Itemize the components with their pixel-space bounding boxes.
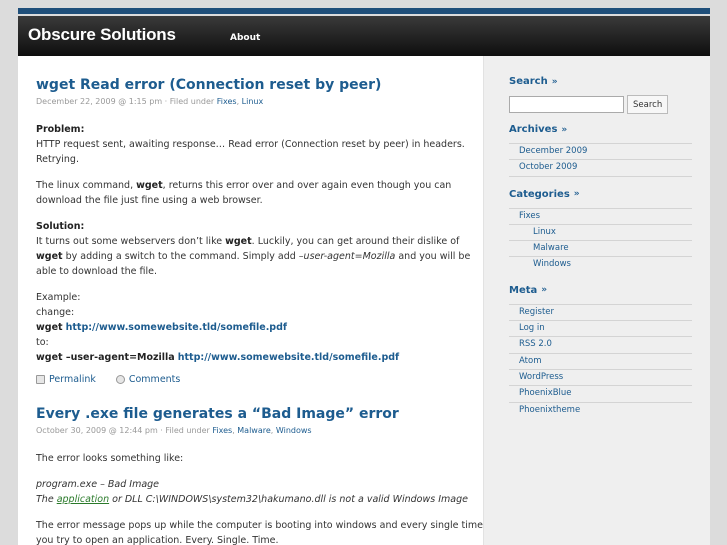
list-item <box>509 320 692 336</box>
text: or DLL C:\WINDOWS\system32\hakumano.dll is not a valid Windows Image <box>109 494 468 505</box>
text-bold: wget <box>136 180 163 191</box>
search-input[interactable] <box>509 96 624 113</box>
list-item <box>509 385 692 401</box>
post-title[interactable]: wget Read error (Connection reset by peer) <box>36 77 382 93</box>
list-item <box>509 305 692 320</box>
example-url-link[interactable]: http://www.somewebsite.tld/somefile.pdf <box>65 322 288 333</box>
category-link[interactable]: Fixes <box>519 210 541 221</box>
content-paragraph: The error looks something like: <box>36 453 184 464</box>
text-italic: –user-agent=Mozilla <box>298 251 396 262</box>
list-item <box>509 353 692 369</box>
list-item <box>509 159 692 176</box>
double-chevron-right-icon: » <box>573 189 580 200</box>
site-header <box>18 16 710 56</box>
text: by adding a switch to the command. Simply add <box>62 251 299 262</box>
solution-label: Solution: <box>36 221 85 232</box>
categories-list <box>509 208 692 273</box>
category-link-windows[interactable]: Windows <box>275 426 312 435</box>
double-chevron-right-icon: » <box>541 285 548 296</box>
search-button[interactable]: Search <box>627 95 668 114</box>
top-stripe <box>18 8 710 14</box>
permalink-link[interactable]: Permalink <box>49 374 96 385</box>
meta-link[interactable]: Atom <box>519 355 542 366</box>
post-content <box>36 122 483 365</box>
page-body <box>18 56 710 545</box>
to-label: to: <box>36 337 49 348</box>
comments-link[interactable]: Comments <box>128 374 181 385</box>
list-item <box>509 240 692 256</box>
meta-link[interactable]: RSS 2.0 <box>519 339 552 350</box>
search-widget-title <box>509 76 692 87</box>
content-paragraph: The error message pops up while the computer is booting into windows and every single time you try to open an application. Every. Single. Time. <box>36 520 483 545</box>
double-chevron-right-icon: » <box>551 76 558 87</box>
post-footer <box>36 374 483 385</box>
post-content <box>36 451 483 545</box>
archives-list <box>509 143 692 177</box>
text-bold: wget <box>225 236 252 247</box>
solution-paragraph <box>36 219 483 279</box>
list-item <box>509 369 692 385</box>
list-item <box>509 256 692 272</box>
post <box>36 405 483 545</box>
widget-title-text: Meta <box>509 284 538 296</box>
change-label: change: <box>36 307 75 318</box>
application-link[interactable]: application <box>56 494 110 505</box>
post-date: December 22, 2009 @ 1:15 pm · Filed under <box>36 97 215 106</box>
comments-icon <box>116 375 125 384</box>
text: It turns out some webservers don’t like <box>36 236 226 247</box>
command-bold: wget <box>36 322 63 333</box>
problem-paragraph <box>36 122 483 167</box>
post-meta: December 22, 2009 @ 1:15 pm · Filed under Fixes, Linux <box>36 97 264 106</box>
permalink-icon <box>36 375 45 384</box>
meta-list <box>509 304 692 418</box>
text: . Luckily, you can get around their dislike of <box>251 236 460 247</box>
meta-link[interactable]: WordPress <box>519 371 564 382</box>
post <box>36 76 483 385</box>
sidebar <box>483 56 710 545</box>
list-item <box>509 336 692 352</box>
error-title: program.exe – Bad Image <box>36 479 160 490</box>
list-item <box>509 402 692 418</box>
category-link-malware[interactable]: Malware <box>237 426 271 435</box>
text: and you will be able to download the file. <box>36 251 471 277</box>
widget-title-text: Categories <box>509 188 570 200</box>
post-date: October 30, 2009 @ 12:44 pm · Filed under <box>36 426 210 435</box>
main-content <box>18 56 483 545</box>
widget-title-text: Archives <box>509 124 558 135</box>
command-bold: wget –user-agent=Mozilla <box>36 352 175 363</box>
text-bold: wget <box>36 251 63 262</box>
text: , returns this error over and over again even though you can download the file just fine using a web browser. <box>36 180 452 206</box>
category-link[interactable]: Linux <box>533 226 556 237</box>
meta-link[interactable]: Register <box>519 306 554 317</box>
double-chevron-right-icon: » <box>561 124 568 135</box>
widget-title-text: Search <box>509 76 548 87</box>
category-link-linux[interactable]: Linux <box>241 97 264 106</box>
archive-link[interactable]: December 2009 <box>519 146 588 156</box>
error-quote <box>36 477 483 507</box>
category-link-fixes[interactable]: Fixes <box>216 97 237 106</box>
site-title[interactable]: Obscure Solutions <box>28 25 176 44</box>
list-item <box>509 209 692 224</box>
meta-link[interactable]: Log in <box>519 323 545 334</box>
problem-label: Problem: <box>36 124 85 135</box>
problem-text: HTTP request sent, awaiting response… Read error (Connection reset by peer) in headers. Retrying. <box>36 139 465 165</box>
example-url-link[interactable]: http://www.somewebsite.tld/somefile.pdf <box>177 352 400 363</box>
post-title[interactable]: Every .exe file generates a “Bad Image” error <box>36 406 399 422</box>
description-paragraph <box>36 178 483 208</box>
list-item <box>509 224 692 240</box>
meta-link[interactable]: Phoenixtheme <box>519 404 581 415</box>
list-item <box>509 144 692 159</box>
example-paragraph <box>36 290 483 365</box>
archive-link[interactable]: October 2009 <box>519 162 578 173</box>
categories-widget-title <box>509 189 692 200</box>
meta-widget-title <box>509 285 692 296</box>
nav-about-link[interactable]: About <box>230 33 261 43</box>
category-link[interactable]: Windows <box>533 259 571 270</box>
post-meta: October 30, 2009 @ 12:44 pm · Filed under Fixes, Malware, Windows <box>36 426 312 435</box>
category-link-fixes[interactable]: Fixes <box>212 426 233 435</box>
text: The linux command, <box>36 180 137 191</box>
archives-widget-title <box>509 124 692 135</box>
meta-link[interactable]: PhoenixBlue <box>519 388 572 399</box>
category-link[interactable]: Malware <box>533 243 569 254</box>
text: The <box>36 494 57 505</box>
search-form <box>509 95 692 114</box>
example-label: Example: <box>36 292 81 303</box>
